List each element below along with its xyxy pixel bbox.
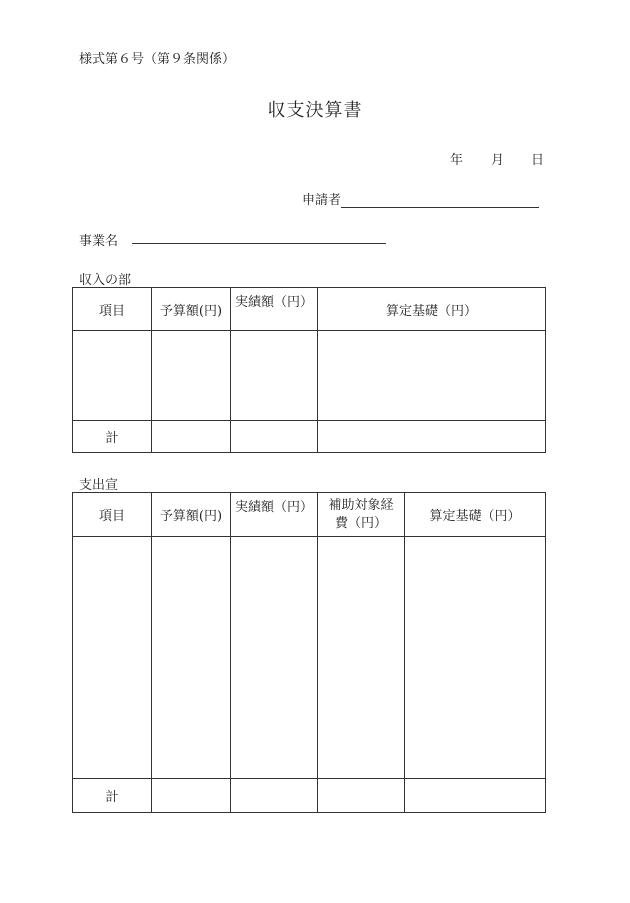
income-section-heading: 収入の部 xyxy=(79,273,132,288)
expense-total-row xyxy=(73,779,546,813)
project-name-label: 事業名 xyxy=(79,234,119,249)
date-day-label: 日 xyxy=(531,153,545,168)
income-total-label: 計 xyxy=(73,421,152,453)
expense-cell-item xyxy=(73,537,152,779)
income-cell-item xyxy=(73,331,152,421)
expense-total-label: 計 xyxy=(73,779,152,813)
applicant-line xyxy=(341,193,539,208)
income-header-item: 項目 xyxy=(73,288,152,331)
income-header-budget: 予算額(円) xyxy=(152,288,231,331)
expense-total-budget xyxy=(152,779,231,813)
expense-header-actual: 実績額（円） xyxy=(231,493,318,537)
date-year-label: 年 xyxy=(450,153,464,168)
expense-header-eligible xyxy=(318,493,405,537)
income-cell-actual xyxy=(231,331,318,421)
expense-header-item: 項目 xyxy=(73,493,152,537)
expense-body-row xyxy=(73,537,546,779)
applicant-label: 申請者 xyxy=(302,193,342,208)
expense-section-heading: 支出宣 xyxy=(79,478,119,493)
expense-header-eligible-line1: 補助対象経 xyxy=(328,497,394,513)
expense-header-basis: 算定基礎（円） xyxy=(405,493,546,537)
expense-header-row xyxy=(73,493,546,537)
income-total-basis xyxy=(318,421,546,453)
income-body-row xyxy=(73,331,546,421)
project-name-line xyxy=(132,243,386,244)
applicant-field xyxy=(302,189,539,208)
expense-cell-actual xyxy=(231,537,318,779)
expense-header-budget: 予算額(円) xyxy=(152,493,231,537)
expense-header-eligible-line2: 費（円） xyxy=(334,515,387,531)
expense-total-basis xyxy=(405,779,546,813)
income-total-actual xyxy=(231,421,318,453)
income-table xyxy=(72,287,546,453)
income-total-row xyxy=(73,421,546,453)
date-line xyxy=(450,149,544,168)
income-cell-budget xyxy=(152,331,231,421)
date-month-label: 月 xyxy=(491,153,505,168)
income-header-row xyxy=(73,288,546,331)
expense-total-actual xyxy=(231,779,318,813)
income-header-actual: 実績額（円） xyxy=(231,288,318,331)
form-number: 様式第６号（第９条関係） xyxy=(79,52,236,67)
expense-cell-budget xyxy=(152,537,231,779)
income-header-basis: 算定基礎（円） xyxy=(318,288,546,331)
expense-total-eligible xyxy=(318,779,405,813)
expense-cell-eligible xyxy=(318,537,405,779)
expense-table xyxy=(72,492,546,813)
expense-cell-basis xyxy=(405,537,546,779)
income-total-budget xyxy=(152,421,231,453)
income-cell-basis xyxy=(318,331,546,421)
document-title: 収支決算書 xyxy=(267,100,363,121)
